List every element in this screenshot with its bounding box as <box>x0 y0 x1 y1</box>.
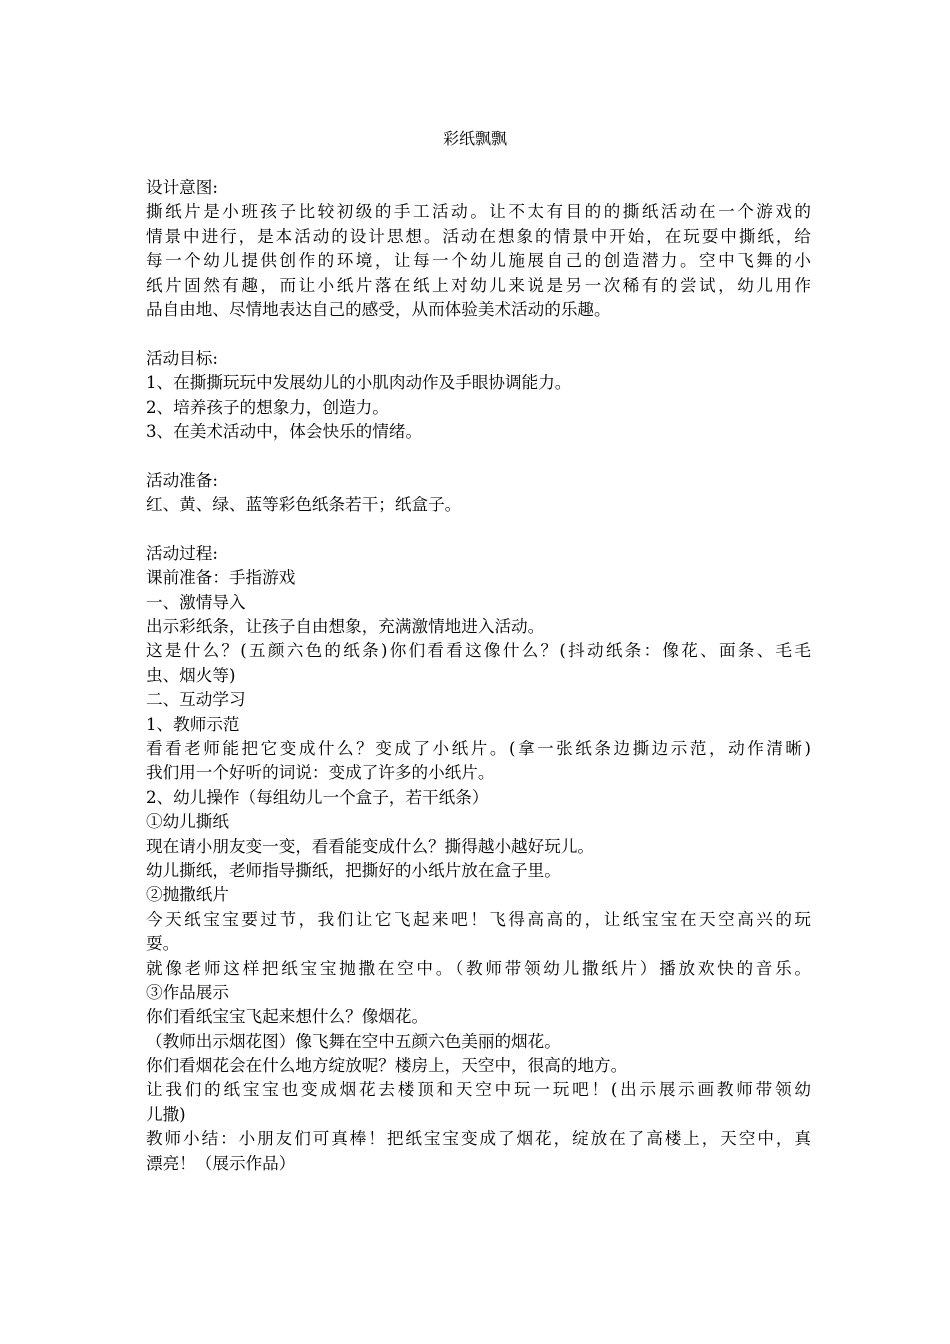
paragraph-line: 耍。 <box>146 934 180 954</box>
paragraph-line: 每一个幼儿提供创作的环境，让每一个幼儿施展自己的创造潜力。空中飞舞的小 <box>146 251 811 271</box>
paragraph-line: 品自由地、尽情地表达自己的感受，从而体验美术活动的乐趣。 <box>146 299 611 319</box>
blank-line <box>146 322 811 346</box>
paragraph-line: 让我们的纸宝宝也变成烟花去楼顶和天空中玩一玩吧！(出示展示画教师带领幼 <box>146 1080 811 1100</box>
subheading: 二、互动学习 <box>146 690 246 710</box>
paragraph-line: 这是什么？(五颜六色的纸条)你们看看这像什么？(抖动纸条：像花、面条、毛毛 <box>146 641 811 661</box>
blank-line <box>146 444 811 468</box>
section-heading-design-intent: 设计意图: <box>146 178 218 197</box>
section-heading-goals: 活动目标: <box>146 348 218 368</box>
subheading: 一、激情导入 <box>146 592 246 612</box>
list-item: 3、在美术活动中，体会快乐的情绪。 <box>146 421 423 441</box>
paragraph-line: 今天纸宝宝要过节，我们让它飞起来吧！飞得高高的，让纸宝宝在天空高兴的玩 <box>146 909 811 929</box>
document-body <box>146 176 811 1176</box>
paragraph-line: 漂亮！（展示作品） <box>146 1153 296 1173</box>
paragraph-line: 看看老师能把它变成什么？变成了小纸片。(拿一张纸条边撕边示范，动作清晰) <box>146 738 811 758</box>
blank-line <box>146 517 811 541</box>
list-item: 1、在撕撕玩玩中发展幼儿的小肌肉动作及手眼协调能力。 <box>146 373 572 393</box>
subheading: ②抛撒纸片 <box>146 885 229 905</box>
paragraph-line: 幼儿撕纸，老师指导撕纸，把撕好的小纸片放在盒子里。 <box>146 860 561 880</box>
section-heading-preparation: 活动准备: <box>146 470 218 490</box>
paragraph-line: 纸片固然有趣，而让小纸片落在纸上对幼儿来说是另一次稀有的尝试，幼儿用作 <box>146 275 811 295</box>
paragraph-line: 虫、烟火等) <box>146 665 236 685</box>
document-title: 彩纸飘飘 <box>442 129 507 148</box>
paragraph-line: 情景中进行，是本活动的设计思想。活动在想象的情景中开始，在玩耍中撕纸，给 <box>146 226 811 246</box>
subheading: ①幼儿撕纸 <box>146 812 229 832</box>
paragraph-line: 出示彩纸条，让孩子自由想象，充满激情地进入活动。 <box>146 617 545 637</box>
paragraph-line: 我们用一个好听的词说：变成了许多的小纸片。 <box>146 763 495 783</box>
paragraph-line: 撕纸片是小班孩子比较初级的手工活动。让不太有目的的撕纸活动在一个游戏的 <box>146 202 811 222</box>
paragraph-line: 就像老师这样把纸宝宝抛撒在空中。（教师带领幼儿撒纸片）播放欢快的音乐。 <box>146 958 811 978</box>
section-heading-process: 活动过程: <box>146 543 218 563</box>
subheading: 2、幼儿操作（每组幼儿一个盒子，若干纸条） <box>146 787 489 807</box>
paragraph-line: 现在请小朋友变一变，看看能变成什么？撕得越小越好玩儿。 <box>146 836 595 856</box>
paragraph-line: （教师出示烟花图）像飞舞在空中五颜六色美丽的烟花。 <box>146 1031 561 1051</box>
paragraph-line: 课前准备：手指游戏 <box>146 568 296 588</box>
paragraph-line: 你们看烟花会在什么地方绽放呢？楼房上，天空中，很高的地方。 <box>146 1056 628 1076</box>
paragraph-line: 教师小结：小朋友们可真棒！把纸宝宝变成了烟花，绽放在了高楼上，天空中，真 <box>146 1129 811 1149</box>
paragraph-line: 儿撒) <box>146 1104 186 1124</box>
paragraph-line: 红、黄、绿、蓝等彩色纸条若干；纸盒子。 <box>146 495 462 515</box>
list-item: 2、培养孩子的想象力，创造力。 <box>146 397 389 417</box>
paragraph-line: 你们看纸宝宝飞起来想什么？像烟花。 <box>146 1007 429 1027</box>
subheading: ③作品展示 <box>146 982 229 1002</box>
subheading: 1、教师示范 <box>146 714 240 734</box>
